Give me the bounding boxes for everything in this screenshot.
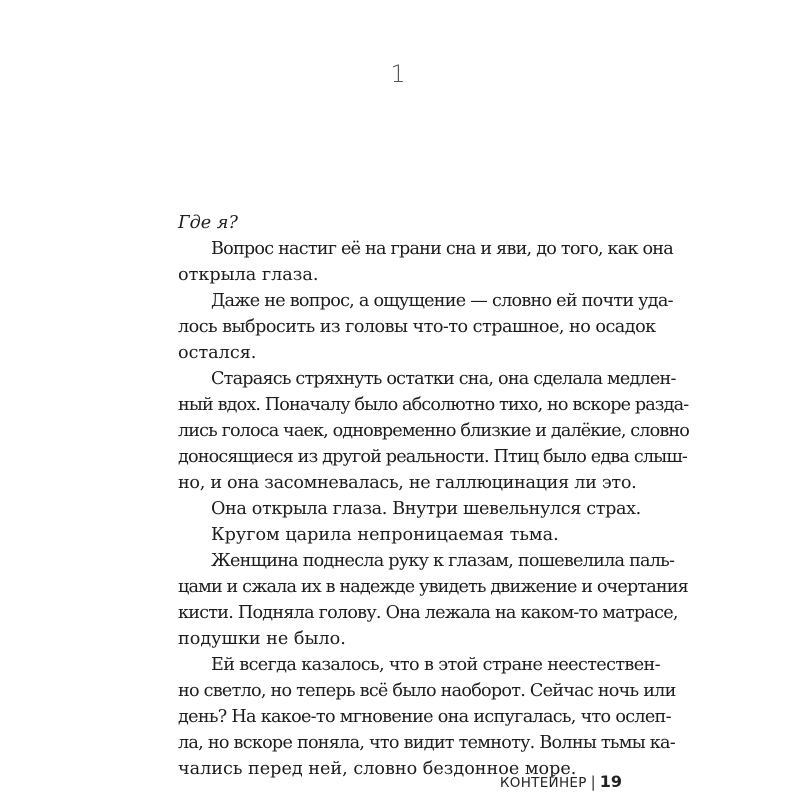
running-head: КОНТЕЙНЕР bbox=[499, 775, 587, 791]
text-line: Женщина поднесла руку к глазам, пошевелила паль- bbox=[211, 551, 675, 571]
text-line: лись голоса чаек, одновременно близкие и далёкие, словно bbox=[178, 421, 689, 441]
chapter-number bbox=[0, 60, 800, 88]
text-line: но светло, но теперь всё было наоборот. Сейчас ночь или bbox=[178, 681, 676, 701]
text-line: ный вдох. Поначалу было абсолютно тихо, но вскоре разда- bbox=[178, 395, 689, 415]
text-line: доносящиеся из другой реальности. Птиц было едва слыш- bbox=[178, 447, 687, 467]
text-line: Ей всегда казалось, что в этой стране неестествен- bbox=[211, 655, 660, 675]
text-line: Она открыла глаза. Внутри шевельнулся страх. bbox=[211, 499, 641, 519]
text-line: Кругом царила непроницаемая тьма. bbox=[211, 525, 559, 545]
chapter-number-text: 1 bbox=[390, 60, 406, 88]
text-line: Где я? bbox=[178, 213, 238, 233]
text-line: чались перед ней, словно бездонное море. bbox=[178, 759, 577, 779]
text-line: Стараясь стряхнуть остатки сна, она сделала медлен- bbox=[211, 369, 676, 389]
text-line: Вопрос настиг её на грани сна и яви, до того, как она bbox=[211, 239, 673, 259]
text-line: цами и сжала их в надежде увидеть движение и очертания bbox=[178, 577, 688, 597]
text-line: Даже не вопрос, а ощущение — словно ей почти уда- bbox=[211, 291, 673, 311]
text-line: ла, но вскоре поняла, что видит темноту. Волны тьмы ка- bbox=[178, 733, 676, 753]
text-line: остался. bbox=[178, 343, 257, 363]
text-line: кисти. Подняла голову. Она лежала на каком-то матрасе, bbox=[178, 603, 678, 623]
text-line: но, и она засомневалась, не галлюцинация ли это. bbox=[178, 473, 637, 493]
footer-separator: | bbox=[590, 773, 596, 791]
page-footer bbox=[500, 772, 622, 791]
page-number: 19 bbox=[599, 772, 622, 791]
text-line: подушки не было. bbox=[178, 629, 346, 649]
text-line: открыла глаза. bbox=[178, 265, 319, 285]
text-line: день? На какое-то мгновение она испугалась, что ослеп- bbox=[178, 707, 671, 727]
text-line: лось выбросить из головы что-то страшное, но осадок bbox=[178, 317, 656, 337]
